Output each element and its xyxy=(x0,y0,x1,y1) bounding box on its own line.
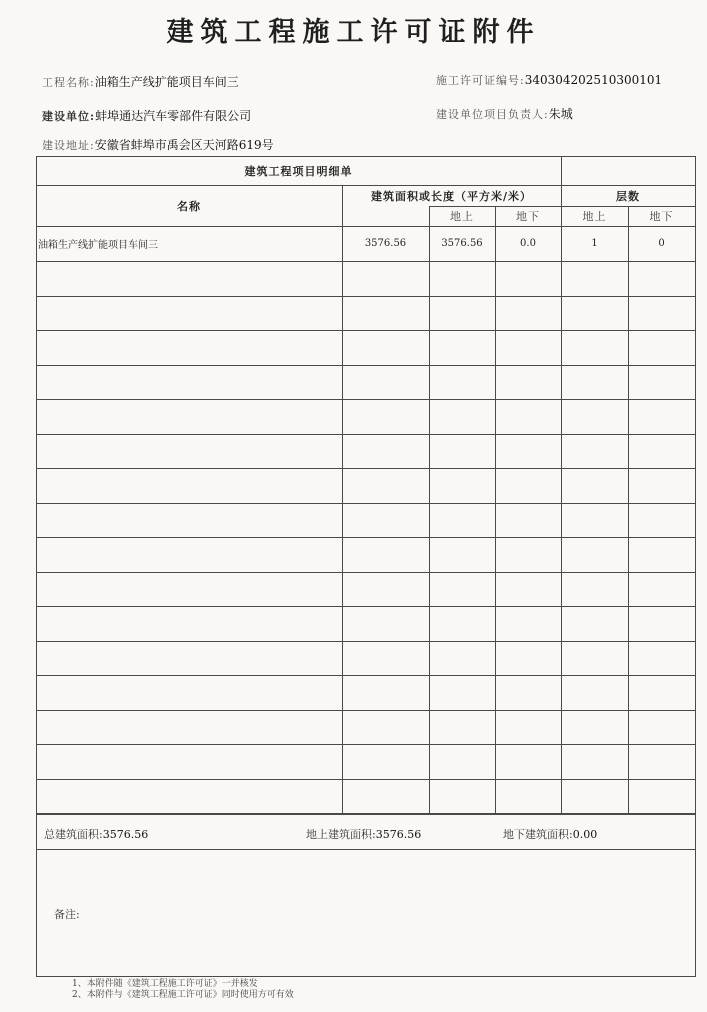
row-floors-below: 0 xyxy=(658,238,665,249)
row-floors-above: 1 xyxy=(591,238,598,249)
address-value: 安徽省蚌埠市禹会区天河路619号 xyxy=(94,138,274,152)
total-area-value: 3576.56 xyxy=(102,828,149,841)
column-header-floors: 层数 xyxy=(616,189,640,203)
grid-line-horizontal xyxy=(36,261,695,262)
detail-table xyxy=(36,156,695,976)
above-area-value: 3576.56 xyxy=(375,828,422,841)
builder-manager-field xyxy=(436,105,573,122)
row-area-total: 3576.56 xyxy=(364,238,407,249)
footnote-2: 2、本附件与《建筑工程施工许可证》同时使用方可有效 xyxy=(72,990,294,1000)
footnote-1: 1、本附件随《建筑工程施工许可证》一并核发 xyxy=(72,979,258,989)
subheader-area-above: 地上 xyxy=(450,210,474,223)
grid-line-horizontal xyxy=(36,537,695,538)
row-name: 油箱生产线扩能项目车间三 xyxy=(38,240,158,251)
permit-number-label: 施工许可证编号: xyxy=(436,74,525,87)
column-header-name: 名称 xyxy=(177,199,201,213)
project-name-value: 油箱生产线扩能项目车间三 xyxy=(94,75,239,89)
below-area-label: 地下建筑面积: xyxy=(503,828,573,841)
builder-value: 蚌埠通达汽车零部件有限公司 xyxy=(95,109,252,123)
document-title: 建筑工程施工许可证附件 xyxy=(166,17,541,48)
grid-line-horizontal xyxy=(36,365,695,366)
grid-line-vertical xyxy=(628,206,629,814)
grid-line-horizontal xyxy=(36,849,695,850)
grid-line-horizontal xyxy=(36,399,695,400)
project-name-field xyxy=(42,73,239,90)
builder-label: 建设单位: xyxy=(42,110,96,123)
grid-line-horizontal xyxy=(36,710,695,711)
grid-line-vertical xyxy=(495,206,496,814)
column-header-area: 建筑面积或长度（平方米/米） xyxy=(370,189,533,203)
section-title: 建筑工程项目明细单 xyxy=(244,164,353,178)
below-area-value: 0.00 xyxy=(572,828,598,841)
grid-line-horizontal xyxy=(36,434,695,435)
total-area-label: 总建筑面积: xyxy=(44,828,103,841)
grid-line-horizontal xyxy=(36,606,695,607)
row-area-below: 0.0 xyxy=(520,238,536,249)
grid-line-horizontal xyxy=(36,675,695,676)
grid-line-horizontal xyxy=(36,468,695,469)
subheader-floors-above: 地上 xyxy=(582,210,607,223)
grid-line-vertical xyxy=(342,185,343,814)
builder-manager-label: 建设单位项目负责人: xyxy=(436,108,549,121)
grid-line-horizontal xyxy=(36,976,696,977)
builder-field xyxy=(42,107,251,124)
grid-line-horizontal xyxy=(36,641,695,642)
grid-line-horizontal xyxy=(36,779,695,780)
address-field xyxy=(42,136,274,153)
grid-line-vertical xyxy=(429,206,430,814)
grid-line-horizontal xyxy=(36,572,695,573)
grid-line-vertical xyxy=(695,156,696,977)
address-label: 建设地址: xyxy=(42,139,95,152)
above-area-field xyxy=(306,826,421,842)
subheader-area-below: 地下 xyxy=(516,210,540,223)
grid-line-horizontal xyxy=(36,296,695,297)
above-area-label: 地上建筑面积: xyxy=(306,828,376,841)
remarks-label: 备注: xyxy=(54,908,80,921)
permit-number-field xyxy=(436,72,662,88)
grid-line-horizontal xyxy=(36,814,695,815)
builder-manager-value: 朱城 xyxy=(548,107,573,121)
project-name-label: 工程名称: xyxy=(42,76,95,89)
grid-line-horizontal xyxy=(36,330,695,331)
grid-line-horizontal xyxy=(36,503,695,504)
total-area-field xyxy=(44,826,148,842)
below-area-field xyxy=(503,826,597,842)
subheader-floors-below: 地下 xyxy=(649,210,674,223)
row-area-above: 3576.56 xyxy=(441,238,483,249)
grid-line-horizontal xyxy=(36,744,695,745)
grid-line-vertical xyxy=(36,156,37,976)
permit-number-value: 340304202510300101 xyxy=(524,73,663,87)
